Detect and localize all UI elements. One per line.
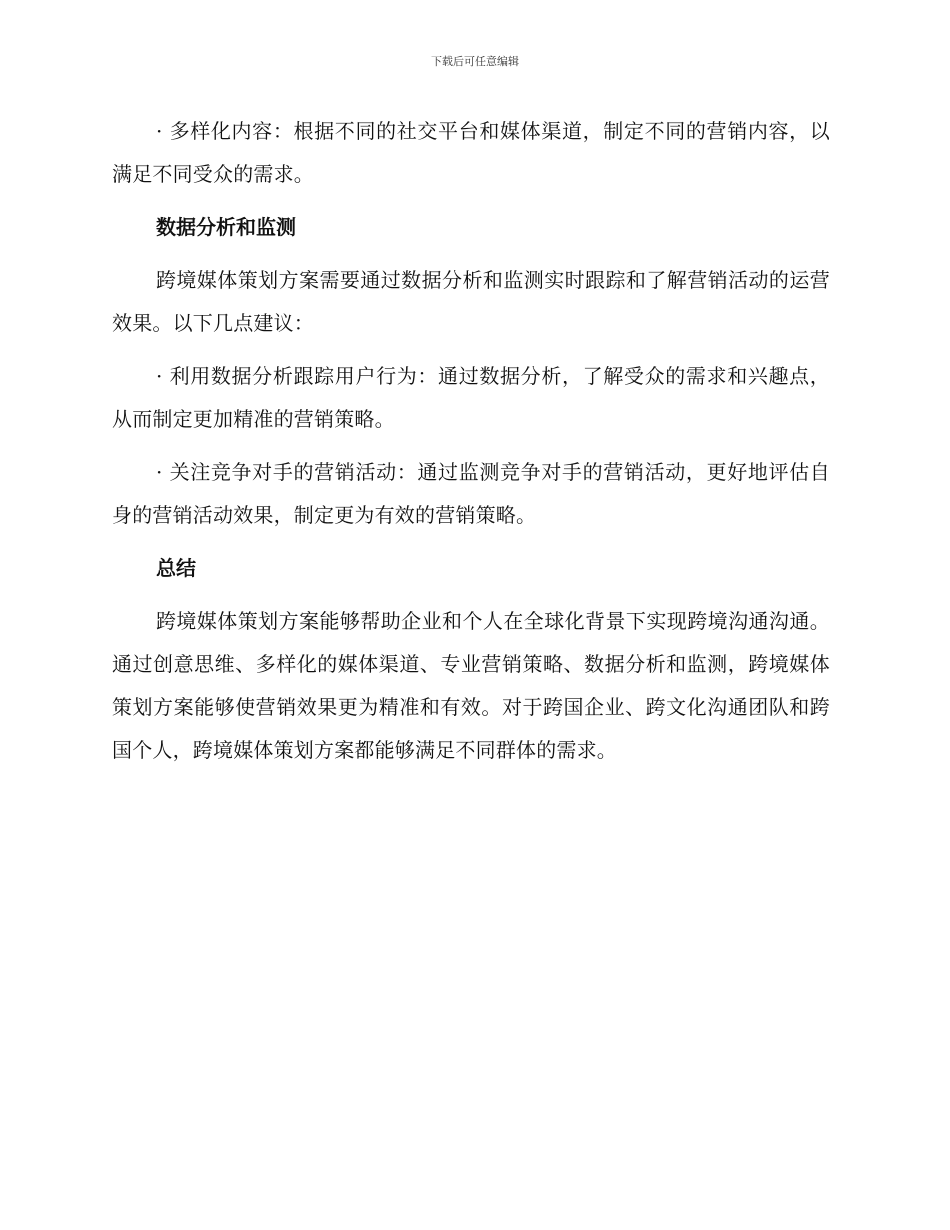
paragraph-data-analysis-intro: 跨境媒体策划方案需要通过数据分析和监测实时跟踪和了解营销活动的运营效果。以下几点建议： bbox=[112, 268, 830, 335]
section-heading-data-analysis: 数据分析和监测 bbox=[156, 215, 296, 239]
paragraph-user-behavior: · 利用数据分析跟踪用户行为：通过数据分析，了解受众的需求和兴趣点，从而制定更加精准的营销策略。 bbox=[112, 364, 830, 431]
paragraph-competitor-activity: · 关注竞争对手的营销活动：通过监测竞争对手的营销活动，更好地评估自身的营销活动效果，制定更为有效的营销策略。 bbox=[112, 460, 830, 527]
section-heading-summary: 总结 bbox=[156, 556, 196, 580]
paragraph-summary: 跨境媒体策划方案能够帮助企业和个人在全球化背景下实现跨境沟通沟通。通过创意思维、多样化的媒体渠道、专业营销策略、数据分析和监测，跨境媒体策划方案能够使营销效果更为精准和有效。对于跨国企业、跨文化沟通团队和跨国个人，跨境媒体策划方案都能够满足不同群体的需求。 bbox=[112, 609, 830, 762]
paragraph-diverse-content: · 多样化内容：根据不同的社交平台和媒体渠道，制定不同的营销内容，以满足不同受众的需求。 bbox=[112, 119, 830, 186]
document-content bbox=[112, 110, 830, 782]
header-note: 下载后可任意编辑 bbox=[431, 55, 519, 68]
